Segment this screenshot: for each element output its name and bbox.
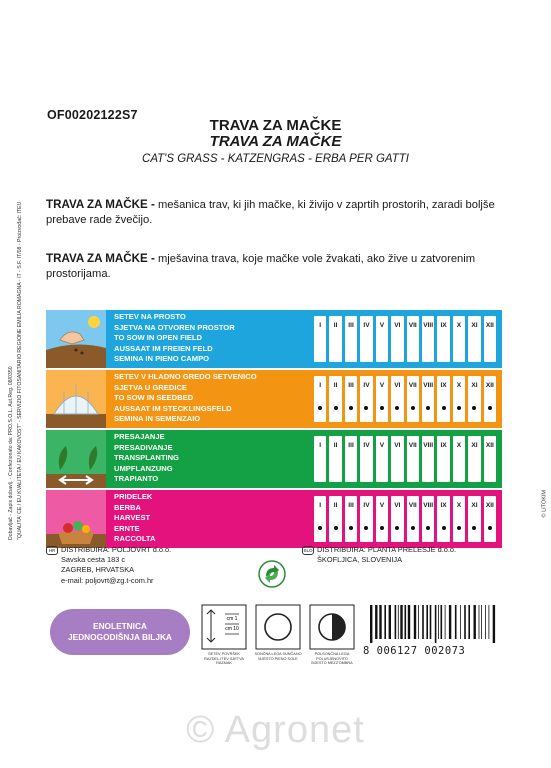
month-cell (468, 376, 480, 422)
month-cells (310, 490, 502, 548)
month-dot (364, 406, 368, 410)
growing-icons (200, 604, 356, 665)
month-cell (314, 376, 326, 422)
month-cell (345, 496, 357, 542)
month-label: I (319, 502, 322, 509)
month-cell (407, 496, 419, 542)
barcode-bar (435, 605, 437, 643)
barcode-bar (445, 605, 446, 639)
month-label: I (319, 382, 322, 389)
barcode-bar (481, 605, 482, 639)
month-label: V (379, 502, 385, 509)
month-cell (422, 376, 434, 422)
month-cell (468, 316, 480, 362)
month-label: XII (485, 322, 494, 329)
barcode-bar (418, 605, 419, 639)
month-cells (310, 430, 502, 488)
month-dot (334, 526, 338, 530)
month-label: VI (394, 502, 401, 509)
month-label: IV (363, 502, 370, 509)
barcode-bar (398, 605, 399, 639)
month-cell (329, 496, 341, 542)
month-cells (310, 310, 502, 368)
month-dot (426, 406, 430, 410)
month-cell (360, 436, 372, 482)
month-label: III (348, 442, 354, 449)
month-label: III (348, 322, 354, 329)
month-cell (484, 436, 496, 482)
month-label: VII (408, 322, 417, 329)
barcode-bar (395, 605, 397, 639)
month-label: II (333, 382, 338, 389)
month-cell (329, 376, 341, 422)
month-cell (437, 376, 449, 422)
month-dot (442, 406, 446, 410)
description-slovenian (46, 197, 506, 228)
row-labels: SETEV NA PROSTO SJETVA NA OTVOREN PROSTOR TO SOW IN OPEN FIELD AUSSAAT IM FREIEN FELD SEMINA IN PIENO CAMPO (114, 312, 235, 364)
month-cell (453, 496, 465, 542)
month-label: VIII (423, 382, 434, 389)
month-label: V (379, 442, 385, 449)
half-shade-icon: POLSONČNA LEGA POLUSJENOVITO MJESTO MEZZ'OMBRA (308, 604, 356, 662)
depth-value: cm 1 (226, 616, 238, 622)
month-label: X (456, 322, 462, 329)
barcode (368, 605, 498, 643)
month-cell (391, 376, 403, 422)
country-badge: HR (46, 546, 58, 555)
barcode-bar (379, 605, 381, 639)
month-cells (310, 370, 502, 428)
spacing-value: cm 10 (225, 626, 239, 632)
month-cell (407, 376, 419, 422)
barcode-bar (375, 605, 377, 639)
month-label: V (379, 382, 385, 389)
barcode-bar (455, 605, 457, 639)
barcode-bar (464, 605, 466, 639)
calendar-row-harvest (46, 490, 502, 548)
month-label: X (456, 382, 462, 389)
month-label: II (333, 322, 338, 329)
month-label: XI (471, 442, 478, 449)
description-name: TRAVA ZA MAČKE - (46, 252, 155, 265)
month-dot (488, 406, 492, 410)
month-label: III (348, 382, 354, 389)
month-dot (318, 406, 322, 410)
barcode-bar (441, 605, 443, 639)
month-label: VI (394, 442, 401, 449)
month-cell (360, 316, 372, 362)
month-label: I (319, 442, 322, 449)
printer-credit: © LITOKIM (541, 490, 547, 518)
month-label: VIII (423, 502, 434, 509)
product-title: TRAVA ZA MAČKE (209, 117, 342, 134)
barcode-bar (430, 605, 432, 639)
month-cell (329, 316, 341, 362)
sowing-hand-icon (46, 310, 106, 368)
month-cell (391, 496, 403, 542)
month-label: X (456, 502, 462, 509)
month-dot (380, 406, 384, 410)
calendar-row-transplanting (46, 430, 502, 488)
full-sun-icon: SONČNA LEGA SUNČANO MJESTO PIENO SOLE (254, 604, 302, 662)
barcode-bar (370, 605, 372, 643)
row-labels: PRESAJANJE PRESADIVANJE TRANSPLANTING UMPFLANZUNG TRAPIANTO (114, 432, 179, 484)
barcode-bar (449, 605, 451, 639)
harvest-icon (46, 490, 106, 548)
month-dot (395, 526, 399, 530)
month-label: XI (471, 502, 478, 509)
sowing-calendar (46, 310, 502, 550)
barcode-bar (384, 605, 386, 639)
month-cell (484, 496, 496, 542)
product-code: OF00202122S7 (47, 108, 138, 122)
barcode-bar (405, 605, 407, 639)
month-cell (422, 316, 434, 362)
barcode-bar (493, 605, 495, 643)
barcode-bar (468, 605, 470, 639)
barcode-bar (408, 605, 410, 639)
month-label: IV (363, 382, 370, 389)
month-label: VII (408, 442, 417, 449)
month-label: IX (440, 502, 447, 509)
barcode-bar (479, 605, 480, 639)
month-cell (360, 376, 372, 422)
month-cell (468, 436, 480, 482)
month-cell (391, 316, 403, 362)
watermark: © Agronet (186, 709, 365, 751)
month-dot (442, 526, 446, 530)
month-label: VII (408, 382, 417, 389)
month-cell (360, 496, 372, 542)
month-label: IX (440, 442, 447, 449)
row-labels: SETEV V HLADNO GREDO SETVENICO SJETVA U GREDICE TO SOW IN SEEDBED AUSSAAT IM STECKLINGSFELD SEMINA IN SEMENZAIO (114, 372, 257, 424)
barcode-bar (460, 605, 461, 639)
month-label: VII (408, 502, 417, 509)
month-dot (334, 406, 338, 410)
month-cell (484, 316, 496, 362)
month-cell (407, 436, 419, 482)
sowing-depth-icon: cm 1 cm 10 SETEV POVRŠEK RAZDEL-ITEV SJETVA RAZMAK (200, 604, 248, 662)
month-cell (468, 496, 480, 542)
month-dot (472, 526, 476, 530)
month-label: XI (471, 322, 478, 329)
month-label: XII (485, 502, 494, 509)
greenhouse-icon (46, 370, 106, 428)
month-cell (484, 376, 496, 422)
description-text: mješavina trava, koje mačke vole žvakati, ako žive u zatvorenim prostorijama. (46, 253, 476, 280)
barcode-bar (438, 605, 439, 639)
month-cell (314, 436, 326, 482)
month-dot (395, 406, 399, 410)
month-cell (345, 436, 357, 482)
distributor-croatia: HR DISTRIBUIRA: POLJOVRT d.o.o. Savska cesta 183 c ZAGREB, HRVATSKA e-mail: poljovrt@zg.t-com.hr (46, 545, 171, 586)
calendar-row-seedbed (46, 370, 502, 428)
month-label: XII (485, 382, 494, 389)
month-cell (376, 436, 388, 482)
month-cell (407, 316, 419, 362)
month-label: XI (471, 382, 478, 389)
calendar-row-open-field (46, 310, 502, 368)
barcode-bar (489, 605, 490, 639)
month-label: V (379, 322, 385, 329)
month-cell (453, 376, 465, 422)
product-subtitle: CAT'S GRASS - KATZENGRAS - ERBA PER GATTI (142, 153, 409, 165)
month-cell (376, 376, 388, 422)
month-dot (426, 526, 430, 530)
country-badge: SLO (303, 548, 313, 553)
month-cell (453, 436, 465, 482)
month-dot (411, 526, 415, 530)
barcode-bar (414, 605, 416, 639)
month-cell (453, 316, 465, 362)
month-dot (457, 526, 461, 530)
month-label: X (456, 442, 462, 449)
month-label: IX (440, 322, 447, 329)
month-label: VIII (423, 442, 434, 449)
month-label: VIII (423, 322, 434, 329)
month-cell (376, 316, 388, 362)
month-label: IX (440, 382, 447, 389)
month-dot (318, 526, 322, 530)
description-croatian (46, 251, 506, 282)
description-text: mešanica trav, ki jih mačke, ki živijo v zaprtih prostorih, zaradi boljše prebave rade žvečijo. (46, 199, 495, 226)
month-cell (437, 436, 449, 482)
month-cell (391, 436, 403, 482)
month-dot (349, 526, 353, 530)
month-dot (364, 526, 368, 530)
month-label: IV (363, 322, 370, 329)
transplant-icon (46, 430, 106, 488)
month-label: III (348, 502, 354, 509)
month-cell (437, 496, 449, 542)
barcode-bar (389, 605, 391, 639)
barcode-bar (422, 605, 424, 639)
barcode-number: 8 006127 002073 (363, 645, 466, 657)
month-cell (345, 316, 357, 362)
month-cell (376, 496, 388, 542)
month-cell (422, 436, 434, 482)
month-label: IV (363, 442, 370, 449)
barcode-bar (400, 605, 402, 639)
recycle-icon (258, 560, 286, 588)
product-title-italic: TRAVA ZA MAČKE (209, 133, 342, 150)
barcode-bar (485, 605, 486, 639)
month-dot (411, 406, 415, 410)
month-cell (437, 316, 449, 362)
month-dot (488, 526, 492, 530)
month-label: VI (394, 382, 401, 389)
month-cell (345, 376, 357, 422)
side-legal-line: Dobavljač - Zapis dobavlj. - Confezionato da: PRO.S.O.L. Aut.Reg. 08/0350 (8, 366, 14, 540)
month-dot (349, 406, 353, 410)
side-legal-line: "QUALITA' CE / EU KVALITETA / EU KAKOVOST" - SERVIZIO FITOSANITARIO REGIONE EMILIA ROMAGNA - IT - S.F. IT/08 - Proizvođač: ITEU (17, 201, 23, 540)
month-label: XII (485, 442, 494, 449)
barcode-bar (474, 605, 476, 639)
month-cell (422, 496, 434, 542)
annual-plant-badge: ENOLETNICA JEDNOGODIŠNJA BILJKA (50, 609, 190, 655)
month-dot (457, 406, 461, 410)
month-label: II (333, 442, 338, 449)
side-legal-text (8, 175, 44, 540)
month-label: I (319, 322, 322, 329)
month-label: VI (394, 322, 401, 329)
month-dot (472, 406, 476, 410)
month-cell (314, 316, 326, 362)
distributor-slovenia: SLO DISTRIBUIRA: PLANTA PRELESJE d.o.o. ŠKOFLJICA, SLOVENIJA (303, 545, 457, 565)
month-cell (329, 436, 341, 482)
month-dot (380, 526, 384, 530)
description-name: TRAVA ZA MAČKE - (46, 198, 155, 211)
row-labels: PRIDELEK BERBA HARVEST ERNTE RACCOLTA (114, 492, 156, 544)
month-label: II (333, 502, 338, 509)
month-cell (314, 496, 326, 542)
barcode-bar (426, 605, 428, 639)
